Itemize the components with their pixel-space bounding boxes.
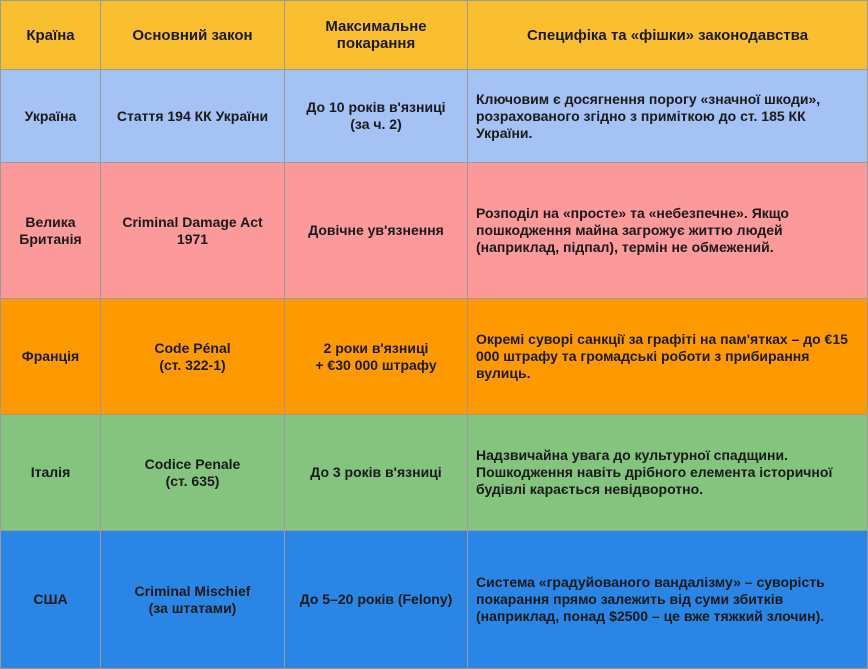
cell-country: Україна <box>1 70 101 163</box>
table-row <box>1 163 868 299</box>
cell-country: США <box>1 531 101 669</box>
cell-country: Велика Британія <box>1 163 101 299</box>
header-penalty: Максимальне покарання <box>285 1 468 70</box>
header-law: Основний закон <box>101 1 285 70</box>
header-row <box>1 1 868 70</box>
cell-penalty: До 3 років в'язниці <box>285 415 468 531</box>
cell-specifics: Окремі суворі санкції за графіті на пам'ятках – до €15 000 штрафу та громадські роботи з прибирання вулиць. <box>468 299 868 415</box>
cell-specifics: Розподіл на «просте» та «небезпечне». Якщо пошкодження майна загрожує життю людей (наприклад, підпал), термін не обмежений. <box>468 163 868 299</box>
table-row <box>1 299 868 415</box>
cell-country: Франція <box>1 299 101 415</box>
header-specifics: Специфіка та «фішки» законодавства <box>468 1 868 70</box>
cell-country: Італія <box>1 415 101 531</box>
cell-penalty: 2 роки в'язниці + €30 000 штрафу <box>285 299 468 415</box>
cell-law: Criminal Damage Act 1971 <box>101 163 285 299</box>
cell-law: Code Pénal (ст. 322-1) <box>101 299 285 415</box>
cell-specifics: Система «градуйованого вандалізму» – суворість покарання прямо залежить від суми збитків (наприклад, понад $2500 – це вже тяжкий злочин). <box>468 531 868 669</box>
cell-penalty: Довічне ув'язнення <box>285 163 468 299</box>
cell-law: Codice Penale (ст. 635) <box>101 415 285 531</box>
table-header <box>1 1 868 70</box>
table-body <box>1 70 868 669</box>
cell-specifics: Надзвичайна увага до культурної спадщини. Пошкодження навіть дрібного елемента історичної будівлі карається невідворотно. <box>468 415 868 531</box>
cell-law: Стаття 194 КК України <box>101 70 285 163</box>
cell-penalty: До 10 років в'язниці (за ч. 2) <box>285 70 468 163</box>
table-row <box>1 531 868 669</box>
cell-penalty: До 5–20 років (Felony) <box>285 531 468 669</box>
table-row <box>1 415 868 531</box>
cell-specifics: Ключовим є досягнення порогу «значної шкоди», розрахованого згідно з приміткою до ст. 185 КК України. <box>468 70 868 163</box>
table-row <box>1 70 868 163</box>
cell-law: Criminal Mischief (за штатами) <box>101 531 285 669</box>
header-country: Країна <box>1 1 101 70</box>
